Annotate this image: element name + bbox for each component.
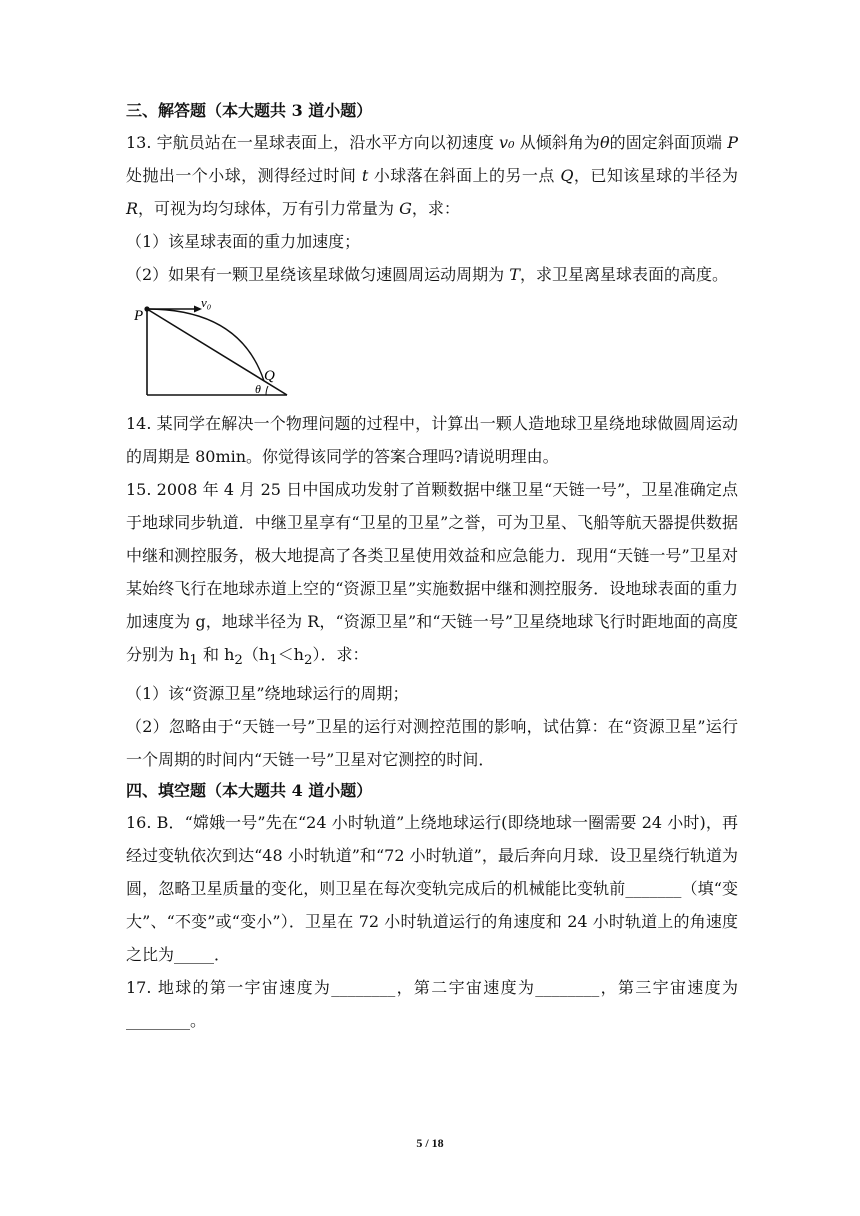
q15-text: （h bbox=[242, 645, 270, 664]
q13-text: 的固定斜面顶端 bbox=[609, 133, 728, 152]
question-14: 14. 某同学在解决一个物理问题的过程中，计算出一颗人造地球卫星绕地球做圆周运动的周期是 80min。你觉得该同学的答案合理吗?请说明理由。 bbox=[126, 414, 738, 466]
q13-var-q: Q bbox=[560, 166, 574, 185]
section-4-heading: 四、填空题（本大题共 4 道小题） bbox=[126, 781, 373, 801]
q13-part2-text: ，求卫星离星球表面的高度。 bbox=[519, 265, 728, 284]
label-q: Q bbox=[264, 368, 275, 384]
q15-subscript: 1 bbox=[189, 653, 198, 669]
q13-text: 处抛出一个小球，测得经过时间 bbox=[126, 166, 362, 185]
page-content bbox=[126, 96, 738, 1037]
label-v0: v₀ bbox=[201, 297, 212, 310]
page-number: 5 / 18 bbox=[416, 1136, 444, 1150]
label-theta: θ bbox=[255, 382, 261, 396]
label-p: P bbox=[134, 308, 144, 324]
q15-text: ＜h bbox=[277, 645, 304, 664]
q15-text: 15. 2008 年 4 月 25 日中国成功发射了首颗数据中继卫星“天链一号”，卫星准确定点于地球同步轨道．中继卫星享有“卫星的卫星”之誉，可为卫星、飞船等航天器提供数据中继和测控服务，极大地提高了各类卫星使用效益和应急能力．现用“天链一号”卫星对某始终飞行在地球赤道上空的“资源卫星”实施数据中继和测控服务．设地球表面的重力加速度为 g，地球半径为 R，“资源卫星”和“天链一号”卫星绕地球飞行时距地面的高度分别为 h bbox=[126, 480, 738, 664]
q13-var-p: P bbox=[727, 133, 738, 152]
question-15-stem bbox=[126, 473, 738, 677]
question-13-stem bbox=[126, 126, 738, 225]
incline-projectile-figure bbox=[134, 297, 304, 401]
question-17: 17. 地球的第一宇宙速度为________，第二宇宙速度为________，第三宇宙速度为________。 bbox=[126, 978, 738, 1031]
q13-text: ，已知该星球的半径为 bbox=[573, 166, 738, 185]
q13-var-t-period: T bbox=[509, 265, 520, 284]
question-13-part-1: （1）该星球表面的重力加速度； bbox=[126, 232, 361, 251]
question-15-part-1: （1）该“资源卫星”绕地球运行的周期； bbox=[126, 684, 409, 704]
question-13-part-2 bbox=[126, 258, 738, 291]
q13-var-theta: θ bbox=[599, 133, 610, 152]
q15-text: 和 h bbox=[197, 645, 235, 664]
q15-text: ）．求： bbox=[312, 645, 369, 664]
q13-text: 13. 宇航员站在一星球表面上，沿水平方向以初速度 bbox=[126, 133, 500, 152]
ball-start-dot bbox=[144, 306, 149, 311]
section-3-heading: 三、解答题（本大题共 3 道小题） bbox=[126, 101, 373, 120]
q15-subscript: 2 bbox=[234, 653, 243, 669]
q15-subscript: 2 bbox=[303, 653, 313, 669]
q13-var-t: t bbox=[361, 166, 369, 185]
question-15-part-2: （2）忽略由于“天链一号”卫星的运行对测控范围的影响，试估算：在“资源卫星”运行一个周期的时间内“天链一号”卫星对它测控的时间． bbox=[126, 717, 738, 770]
angle-arc bbox=[266, 386, 268, 395]
q13-var-v0: v₀ bbox=[499, 133, 515, 152]
q13-var-g: G bbox=[399, 199, 412, 218]
q13-text: 小球落在斜面上的另一点 bbox=[368, 166, 561, 185]
q13-text: ，求： bbox=[411, 199, 460, 218]
q13-part2-text: （2）如果有一颗卫星绕该星球做匀速圆周运动周期为 bbox=[126, 265, 510, 284]
q13-var-r: R bbox=[126, 199, 139, 218]
q13-text: ，可视为均匀球体，万有引力常量为 bbox=[138, 199, 400, 218]
question-16: 16. B．“嫦娥一号”先在“24 小时轨道”上绕地球运行(即绕地球一圈需要 24 小时)，再经过变轨依次到达“48 小时轨道”和“72 小时轨道”，最后奔向月球．设卫星绕行轨道为圆，忽略卫星质量的变化，则卫星在每次变轨完成后的机械能比变轨前_______（填“变大”、“不变”或“变小”）．卫星在 72 小时轨道运行的角速度和 24 小时轨道上的角速度之比为_____． bbox=[126, 813, 738, 965]
q13-text: 从倾斜角为 bbox=[514, 133, 600, 152]
q15-subscript: 1 bbox=[269, 653, 278, 669]
